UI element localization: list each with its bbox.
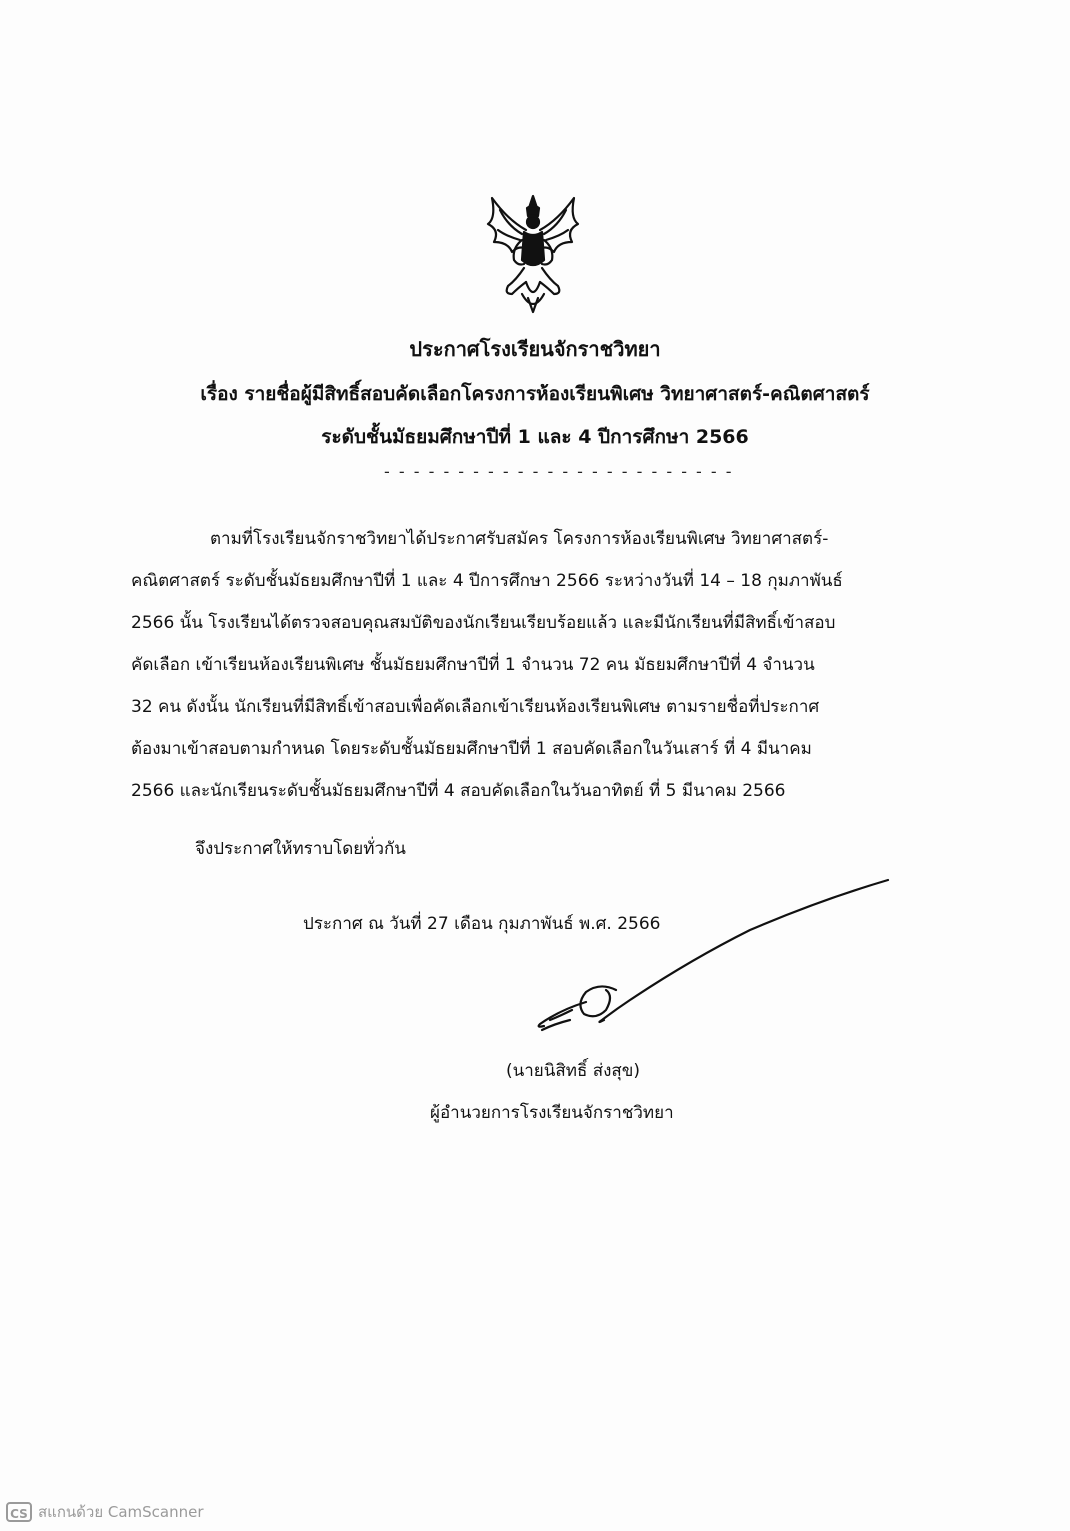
signer-name: (นายนิสิทธิ์ ส่งสุข): [506, 1061, 641, 1081]
garuda-emblem-icon: [478, 190, 588, 315]
body-line: ต้องมาเข้าสอบตามกำหนด โดยระดับชั้นมัธยมศึกษาปีที่ 1 สอบคัดเลือกในวันเสาร์ ที่ 4 มีนาคม: [131, 739, 812, 759]
body-line: คณิตศาสตร์ ระดับชั้นมัธยมศึกษาปีที่ 1 และ 4 ปีการศึกษา 2566 ระหว่างวันที่ 14 – 18 กุมภาพันธ์: [131, 571, 843, 591]
camscanner-watermark: [6, 1500, 204, 1524]
signer-title: ผู้อำนวยการโรงเรียนจักราชวิทยา: [430, 1103, 674, 1123]
body-line: คัดเลือก เข้าเรียนห้องเรียนพิเศษ ชั้นมัธยมศึกษาปีที่ 1 จำนวน 72 คน มัธยมศึกษาปีที่ 4 จำนวน: [131, 655, 815, 675]
body-line: 32 คน ดังนั้น นักเรียนที่มีสิทธิ์เข้าสอบเพื่อคัดเลือกเข้าเรียนห้องเรียนพิเศษ ตามรายชื่อที่ประกาศ: [131, 697, 820, 717]
body-line: ตามที่โรงเรียนจักราชวิทยาได้ประกาศรับสมัคร โครงการห้องเรียนพิเศษ วิทยาศาสตร์-: [210, 529, 829, 549]
watermark-text: สแกนด้วย CamScanner: [38, 1503, 204, 1521]
camscanner-logo-icon: CS: [6, 1502, 32, 1522]
handwritten-signature: [520, 870, 920, 1050]
announcement-level: ระดับชั้นมัธยมศึกษาปีที่ 1 และ 4 ปีการศึกษา 2566: [321, 426, 749, 448]
announcement-date: ประกาศ ณ วันที่ 27 เดือน กุมภาพันธ์ พ.ศ. 2566: [303, 914, 661, 934]
announcement-subject: เรื่อง รายชื่อผู้มีสิทธิ์สอบคัดเลือกโครงการห้องเรียนพิเศษ วิทยาศาสตร์-คณิตศาสตร์: [200, 383, 870, 405]
closing-statement: จึงประกาศให้ทราบโดยทั่วกัน: [195, 839, 406, 859]
announcement-title: ประกาศโรงเรียนจักราชวิทยา: [409, 337, 661, 361]
dashed-divider: - - - - - - - - - - - - - - - - - - - - - - - -: [384, 462, 734, 481]
body-line: 2566 นั้น โรงเรียนได้ตรวจสอบคุณสมบัติของนักเรียนเรียบร้อยแล้ว และมีนักเรียนที่มีสิทธิ์เข้าสอบ: [131, 613, 836, 633]
body-line: 2566 และนักเรียนระดับชั้นมัธยมศึกษาปีที่ 4 สอบคัดเลือกในวันอาทิตย์ ที่ 5 มีนาคม 2566: [131, 781, 786, 801]
